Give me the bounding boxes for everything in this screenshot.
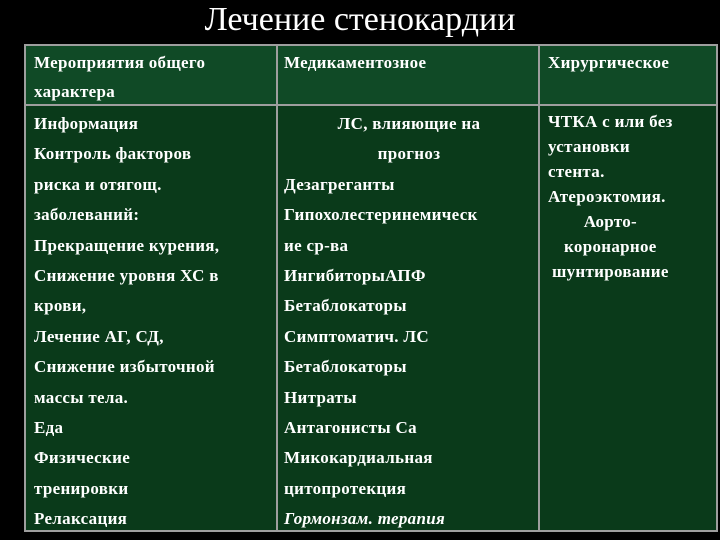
list-item: ие ср-ва	[284, 235, 349, 255]
treatment-table	[24, 44, 718, 532]
list-item: Бетаблокаторы	[284, 357, 407, 377]
list-item: Физические	[34, 448, 131, 468]
list-item: Информация	[34, 114, 139, 133]
surgical-list	[548, 109, 673, 284]
list-item: стента.	[548, 162, 605, 181]
list-item: крови,	[34, 296, 87, 316]
list-item: Лечение АГ, СД,	[34, 326, 164, 346]
list-item: Нитраты	[284, 387, 357, 407]
column-divider-2	[538, 46, 540, 530]
list-item: Гипохолестеринемическ	[284, 205, 478, 225]
list-item: риска и отягощ.	[34, 174, 162, 194]
slide-title: Лечение стенокардии	[204, 1, 516, 38]
header-general-measures: Мероприятия общего характера	[34, 53, 206, 101]
list-item: Снижение уровня ХС в	[34, 266, 219, 286]
list-item: прогноз	[377, 144, 441, 164]
list-item: установки	[548, 137, 630, 156]
list-item: ЧТКА с или без	[548, 112, 673, 131]
list-item: Антагонисты Са	[284, 418, 417, 438]
list-item: Снижение избыточной	[34, 357, 215, 377]
list-item: Контроль факторов	[34, 144, 192, 164]
list-item: Гормонзам. терапия	[284, 509, 446, 529]
list-item: коронарное	[564, 237, 657, 256]
list-item: Дезагреганты	[284, 174, 395, 194]
list-item: Атероэктомия.	[548, 187, 666, 206]
general-measures-list	[34, 109, 219, 535]
list-item: тренировки	[34, 478, 129, 498]
list-item: Релаксация	[34, 509, 128, 529]
list-item: Симптоматич. ЛС	[284, 326, 429, 346]
list-item: цитопротекция	[284, 478, 407, 498]
list-item: Аорто-	[583, 212, 637, 231]
list-item: ИнгибиторыАПФ	[284, 266, 426, 286]
header-medication: Медикаментозное	[284, 53, 427, 72]
list-item: Микокардиальная	[284, 448, 433, 468]
list-item: Еда	[34, 418, 64, 438]
header-surgical: Хирургическое	[548, 53, 670, 72]
medication-list	[284, 109, 534, 535]
list-item: шунтирование	[551, 262, 669, 281]
list-item: Бетаблокаторы	[284, 296, 407, 316]
list-item: ЛС, влияющие на	[337, 114, 481, 133]
list-item: массы тела.	[34, 387, 129, 407]
list-item: заболеваний:	[34, 205, 140, 225]
list-item: Прекращение курения,	[34, 235, 220, 255]
column-divider-1	[276, 46, 278, 530]
